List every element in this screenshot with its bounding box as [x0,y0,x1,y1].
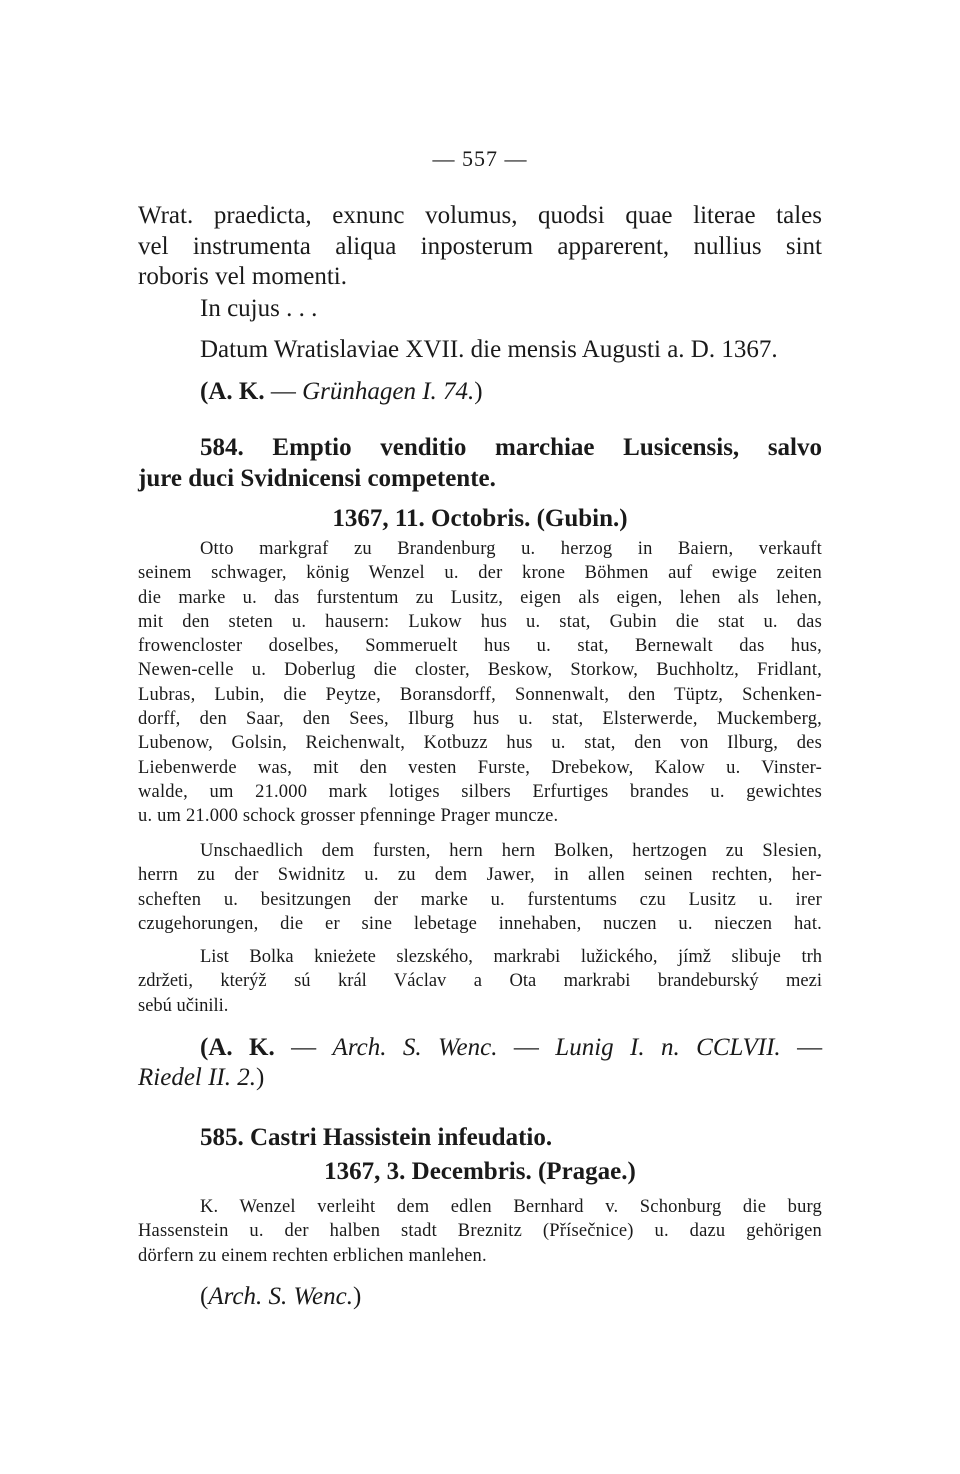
entry-number: 584. [200,434,244,461]
text-line: frowencloster doselbes, Sommeruelt hus u. stat, Bernewalt das hus, [138,636,822,657]
entry-584-regest [138,537,822,829]
entry-date: 1367, 11. Octobris. (Gubin.) [332,505,628,532]
datum-line [138,335,884,366]
ref-separator: — [513,1034,539,1061]
entry-584-date [138,503,822,534]
ref-close: ) [256,1064,265,1091]
text-line: roboris vel momenti. [138,263,347,290]
intro-paragraph [138,201,822,293]
ref-citation: Arch. S. Wenc. [332,1034,498,1061]
text-line: dörfern zu einem rechten erblichen manlehen. [138,1245,487,1266]
text-line: Liebenwerde was, mit den vesten Furste, Drebekow, Kalow u. Vinster- [138,757,822,778]
ref-citation: Riedel II. 2. [138,1064,257,1091]
text-line: Newen-celle u. Doberlug die closter, Beskow, Storkow, Buchholtz, Fridlant, [138,660,822,681]
ref-source: (A. K. [200,1034,275,1061]
entry-584-czech-regest [138,945,822,1018]
text-line: seinem schwager, könig Wenzel u. der krone Böhmen auf ewige zeiten [138,563,822,584]
ref-close: ) [474,378,483,405]
text-line: die marke u. das furstentum zu Lusitz, eigen als eigen, lehen als lehen, [138,587,822,608]
ref-source: (A. K. [200,378,265,405]
entry-584-title [138,432,822,494]
ref-separator: — [797,1034,823,1061]
text-line: K. Wenzel verleiht dem edlen Bernhard v. Schonburg die burg [200,1197,822,1217]
text-line: zdržeti, kterýž sú král Václav a Ota markrabi brandeburský mezi [138,971,822,992]
text-line: Lubras, Lubin, die Peytze, Boransdorff, Sonnenwalt, den Tüptz, Schenken- [138,684,822,705]
text-line: sebú učinili. [138,995,229,1016]
text-line: Datum Wratislaviae XVII. die mensis Augusti a. D. 1367. [200,336,778,363]
text-line: List Bolka knieżete slezského, markrabi lužického, jímž slibuje trh [200,947,822,967]
ref-separator: — [291,1034,317,1061]
ref-close: ) [352,1283,362,1310]
text-line: Hassenstein u. der halben stadt Breznitz (Přísečnice) u. dazu gehörigen [138,1221,822,1242]
ref-separator: — [270,378,296,405]
entry-title-continued: jure duci Svidnicensi competente. [138,465,496,492]
text-line: Wrat. praedicta, exnunc volumus, quodsi quae literae tales [138,202,822,229]
text-line: Unschaedlich dem fursten, hern hern Bolken, hertzogen zu Slesien, [200,841,822,861]
text-line: herrn zu der Swidnitz u. zu dem Jawer, in allen seinen rechten, her- [138,865,822,886]
ref-citation: Grünhagen I. 74. [302,378,475,405]
entry-584-regest-continued [138,839,822,936]
entry-title: Emptio venditio marchiae Lusicensis, salvo [272,434,822,461]
reference-583 [138,377,884,407]
reference-584 [138,1033,822,1093]
text-line: In cujus . . . [200,295,318,322]
ref-open: ( [200,1283,209,1310]
entry-585-regest [138,1195,822,1268]
reference-585 [138,1282,884,1312]
ref-citation: Lunig I. n. CCLVII. [555,1034,781,1061]
page-number: — 557 — [432,146,528,171]
text-line: dorff, den Saar, den Sees, Ilburg hus u. stat, Elsterwerde, Muckemberg, [138,709,822,730]
text-line: scheften u. besitzungen der marke u. furstentums czu Lusitz u. irer [138,889,822,910]
text-line: u. um 21.000 schock grosser pfenninge Prager muncze. [138,806,559,827]
entry-title: Castri Hassistein infeudatio. [250,1124,553,1151]
entry-585-date [138,1156,822,1187]
in-cujus-line [138,294,884,325]
text-line: Otto markgraf zu Brandenburg u. herzog in Baiern, verkauft [200,539,822,559]
text-line: vel instrumenta aliqua inposterum apparerent, nullius sint [138,232,822,260]
text-line: walde, um 21.000 mark lotiges silbers Erfurtiges brandes u. gewichtes [138,781,822,802]
entry-585-title [138,1122,884,1153]
text-line: Lubenow, Golsin, Reichenwalt, Kotbuzz hus u. stat, den von Ilburg, des [138,733,822,754]
entry-number: 585. [200,1124,244,1151]
text-line: czugehorungen, die er sine lebetage innehaben, nuczen u. nieczen hat. [138,913,822,934]
text-line: mit den steten u. hausern: Lukow hus u. stat, Gubin die stat u. das [138,611,822,632]
entry-date: 1367, 3. Decembris. (Pragae.) [324,1158,636,1185]
ref-citation: Arch. S. Wenc. [208,1283,353,1310]
